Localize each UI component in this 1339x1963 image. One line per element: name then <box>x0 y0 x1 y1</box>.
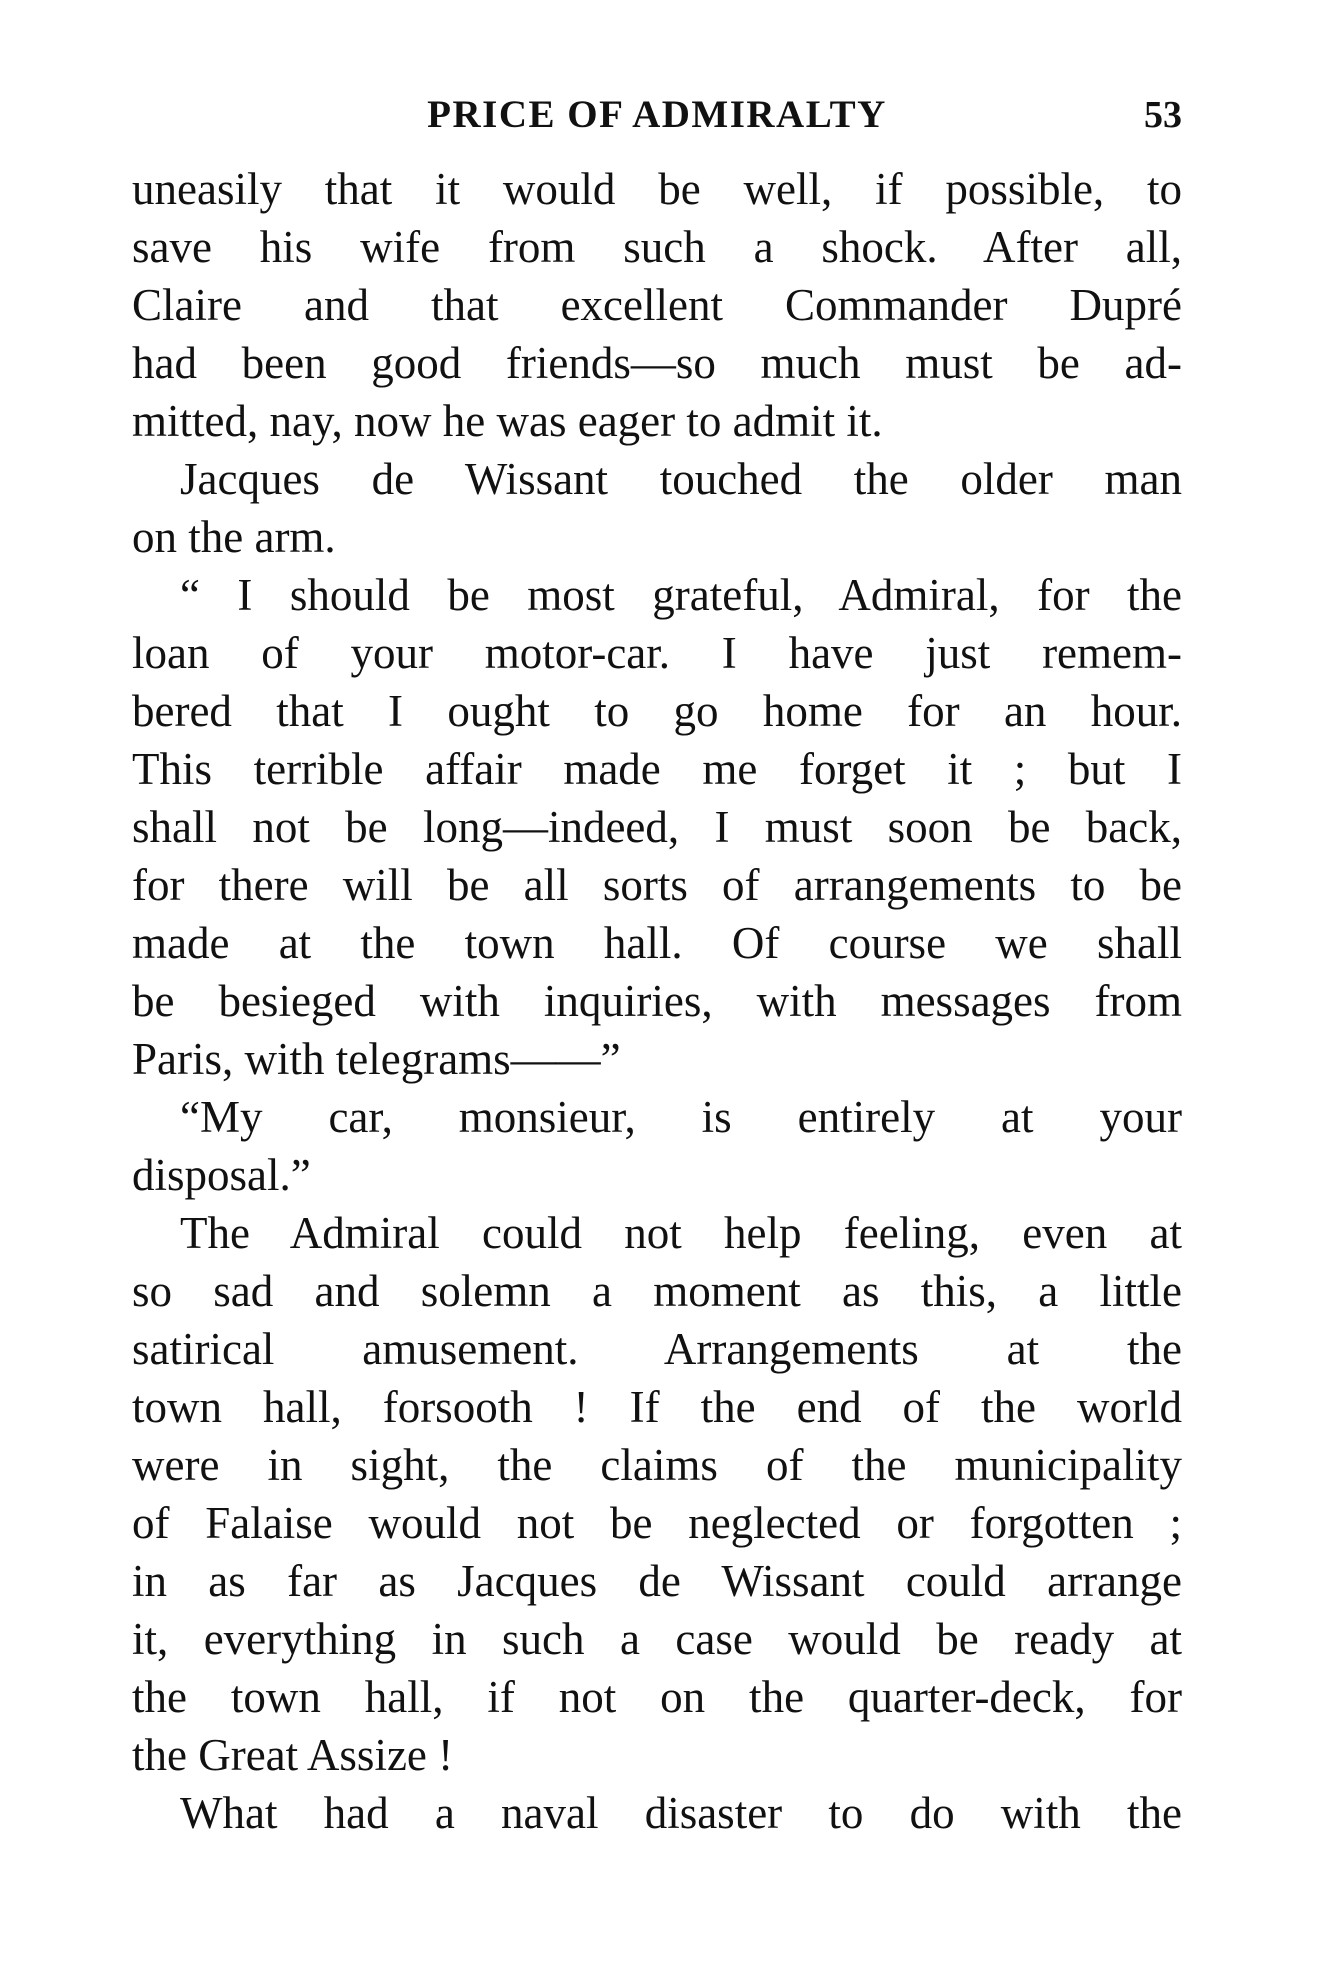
text-line: loan of your motor-car. I have just remem- <box>132 628 1182 678</box>
text-line: it, everything in such a case would be ready at <box>132 1614 1182 1664</box>
text-line: be besieged with inquiries, with messages from <box>132 976 1182 1026</box>
text-line: bered that I ought to go home for an hour. <box>132 686 1182 736</box>
text-line: This terrible affair made me forget it ; but I <box>132 744 1182 794</box>
text-line: Paris, with telegrams——” <box>132 1034 621 1084</box>
text-line: satirical amusement. Arrangements at the <box>132 1324 1182 1374</box>
text-line: so sad and solemn a moment as this, a little <box>132 1266 1182 1316</box>
text-line: Claire and that excellent Commander Dupré <box>132 280 1182 330</box>
text-line: disposal.” <box>132 1150 311 1200</box>
text-line: for there will be all sorts of arrangements to be <box>132 860 1182 910</box>
text-line: save his wife from such a shock. After all, <box>132 222 1182 272</box>
text-line: were in sight, the claims of the municipality <box>132 1440 1182 1490</box>
page-number: 53 <box>1144 94 1182 136</box>
text-line: the town hall, if not on the quarter-deck, for <box>132 1672 1182 1722</box>
body-text <box>132 160 1182 1842</box>
text-line: of Falaise would not be neglected or forgotten ; <box>132 1498 1182 1548</box>
running-head <box>132 92 1182 138</box>
text-line: “My car, monsieur, is entirely at your <box>180 1092 1182 1142</box>
text-line: uneasily that it would be well, if possible, to <box>132 164 1182 214</box>
text-line: mitted, nay, now he was eager to admit it. <box>132 396 883 446</box>
text-line: What had a naval disaster to do with the <box>180 1788 1182 1838</box>
text-line: town hall, forsooth ! If the end of the world <box>132 1382 1182 1432</box>
text-line: Jacques de Wissant touched the older man <box>180 454 1182 504</box>
text-line: shall not be long—indeed, I must soon be back, <box>132 802 1182 852</box>
text-line: on the arm. <box>132 512 336 562</box>
text-line: The Admiral could not help feeling, even at <box>180 1208 1182 1258</box>
running-title: PRICE OF ADMIRALTY <box>427 93 887 136</box>
text-line: in as far as Jacques de Wissant could arrange <box>132 1556 1182 1606</box>
text-line: the Great Assize ! <box>132 1730 454 1780</box>
text-line: “ I should be most grateful, Admiral, for the <box>180 570 1182 620</box>
text-line: had been good friends—so much must be ad- <box>132 338 1182 388</box>
text-line: made at the town hall. Of course we shall <box>132 918 1182 968</box>
